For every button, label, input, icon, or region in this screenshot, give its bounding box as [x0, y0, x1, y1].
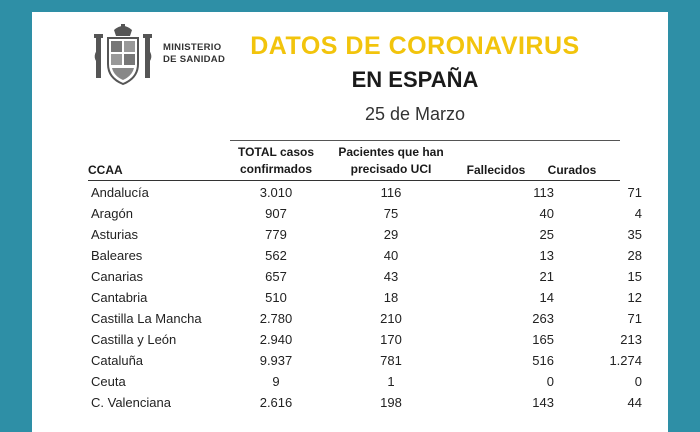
cell-uci: 1	[387, 374, 395, 389]
cell-ccaa: Aragón	[91, 206, 133, 221]
cell-fallecidos: 165	[532, 332, 554, 347]
cell-curados: 71	[627, 311, 642, 326]
cell-ccaa: Castilla y León	[91, 332, 177, 347]
column-header-total-line2: confirmados	[239, 162, 312, 176]
cell-ccaa: Andalucía	[91, 185, 149, 200]
column-header-fallecidos: Fallecidos	[466, 163, 526, 177]
table-top-rule	[230, 140, 620, 141]
table-row	[88, 309, 642, 330]
cell-total: 9	[272, 374, 280, 389]
table-row	[88, 246, 642, 267]
cell-total: 907	[265, 206, 287, 221]
cell-curados: 28	[627, 248, 642, 263]
table-row	[88, 183, 642, 204]
cell-ccaa: Asturias	[91, 227, 138, 242]
cell-total: 2.616	[259, 395, 293, 410]
column-header-total-line1: TOTAL casos	[237, 145, 315, 159]
cell-uci: 43	[383, 269, 399, 284]
table-row	[88, 330, 642, 351]
cell-total: 3.010	[259, 185, 293, 200]
cell-fallecidos: 263	[532, 311, 554, 326]
table-row	[88, 351, 642, 372]
cell-fallecidos: 13	[539, 248, 554, 263]
table-row	[88, 225, 642, 246]
cell-total: 562	[265, 248, 287, 263]
cell-ccaa: Cantabria	[91, 290, 148, 305]
cell-uci: 40	[383, 248, 399, 263]
cell-ccaa: Cataluña	[91, 353, 144, 368]
page-title: DATOS DE CORONAVIRUS	[250, 32, 580, 60]
cell-ccaa: Castilla La Mancha	[91, 311, 202, 326]
cell-fallecidos: 25	[539, 227, 554, 242]
cell-ccaa: C. Valenciana	[91, 395, 171, 410]
cell-ccaa: Baleares	[91, 248, 143, 263]
cell-curados: 35	[627, 227, 642, 242]
cell-uci: 29	[383, 227, 399, 242]
cell-uci: 781	[380, 353, 402, 368]
cell-uci: 116	[380, 185, 402, 200]
ministry-line-2: DE SANIDAD	[163, 54, 226, 65]
cell-curados: 71	[627, 185, 642, 200]
cell-curados: 0	[634, 374, 642, 389]
cell-uci: 75	[383, 206, 399, 221]
table-row	[88, 267, 642, 288]
cell-curados: 44	[627, 395, 642, 410]
column-header-total	[228, 144, 324, 178]
cell-fallecidos: 0	[546, 374, 554, 389]
cell-total: 2.940	[259, 332, 293, 347]
column-header-curados: Curados	[547, 163, 597, 177]
table-row	[88, 372, 642, 393]
cell-curados: 4	[634, 206, 642, 221]
cell-total: 2.780	[259, 311, 293, 326]
cell-fallecidos: 143	[532, 395, 554, 410]
cell-total: 510	[265, 290, 287, 305]
table-row	[88, 204, 642, 225]
column-header-uci-line1: Pacientes que han	[338, 145, 444, 159]
cell-curados: 12	[627, 290, 642, 305]
cell-uci: 198	[380, 395, 402, 410]
cell-curados: 1.274	[609, 353, 642, 368]
cell-fallecidos: 113	[533, 185, 554, 200]
cell-uci: 18	[383, 290, 399, 305]
document-page	[32, 12, 668, 432]
cell-fallecidos: 14	[539, 290, 554, 305]
cell-fallecidos: 516	[532, 353, 554, 368]
cell-total: 657	[265, 269, 287, 284]
column-header-uci-line2: precisado UCI	[350, 162, 432, 176]
cell-fallecidos: 21	[539, 269, 554, 284]
page-subtitle: EN ESPAÑA	[351, 67, 479, 92]
cell-uci: 170	[380, 332, 402, 347]
column-header-uci	[324, 144, 458, 178]
column-header-ccaa: CCAA	[88, 163, 123, 177]
cell-total: 9.937	[259, 353, 293, 368]
cell-ccaa: Ceuta	[91, 374, 126, 389]
report-date: 25 de Marzo	[364, 104, 466, 124]
cell-curados: 15	[627, 269, 642, 284]
table-row	[88, 393, 642, 414]
ministry-line-1: MINISTERIO	[163, 42, 222, 53]
cell-uci: 210	[380, 311, 402, 326]
table-header-rule	[88, 180, 620, 181]
table-row	[88, 288, 642, 309]
cell-ccaa: Canarias	[91, 269, 144, 284]
table-body	[88, 183, 642, 414]
cell-total: 779	[265, 227, 287, 242]
cell-fallecidos: 40	[539, 206, 554, 221]
cell-curados: 213	[620, 332, 642, 347]
